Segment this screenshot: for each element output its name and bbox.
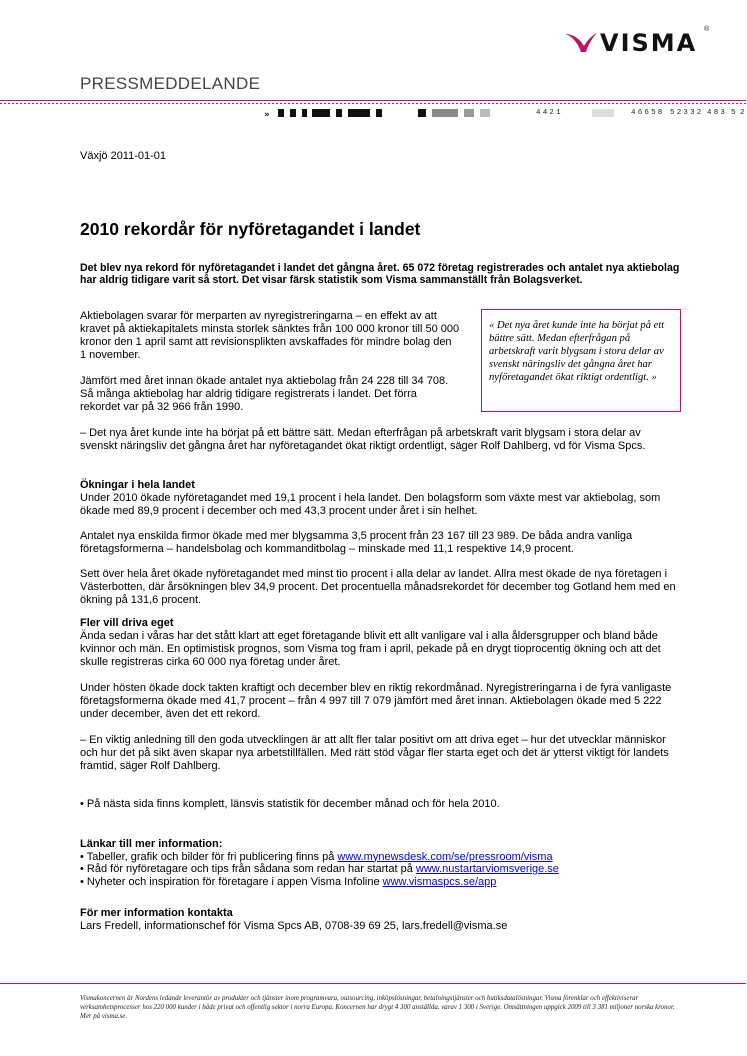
- pull-quote: « Det nya året kunde inte ha börjat på ett bättre sätt. Medan efterfrågan på arbetskraft varit blygsam i stora delar av svenskt näringsliv det gångna året har nyföretagandet ökat riktigt ordentligt. »: [489, 320, 665, 383]
- body-paragraph: – En viktig anledning till den goda utvecklingen är att allt fler talar positivt om att driva eget – hur det utvecklar människor och hur det på sikt även skapar nya arbetstillfällen. Med rätt stöd vågar fler starta eget och det är ytterst viktigt för landets framtid, säger Rolf Dahlberg.: [80, 734, 669, 772]
- registered-mark: ®: [704, 26, 710, 33]
- body-paragraph: Sett över hela året ökade nyföretagandet med minst tio procent i alla delar av landet. Allra mest ökade de nya företagen i Västerbotten, där årsökningen blev 34,9 procent. Det procentuella månadsrekordet för december tog Gotland hem med en ökning på 131,6 procent.: [80, 568, 676, 606]
- headline: 2010 rekordår för nyföretagandet i landet: [80, 219, 421, 239]
- link-item-text: • Råd för nyföretagare och tips från sådana som redan har startat på: [80, 863, 416, 875]
- code-group-5: 5: [731, 109, 738, 117]
- contact-heading: För mer information kontakta: [80, 907, 233, 919]
- vismaspcs-app-link[interactable]: www.vismaspcs.se/app: [382, 875, 497, 888]
- body-paragraph: Ända sedan i våras har det stått klart att eget företagande blivit ett allt vanligare val i alla åldersgrupper och bland både kvinnor och män. En optimistisk prognos, som Visma tog fram i april, pekade på en drygt tioprocentig ökning och att det skulle registreras cirka 60 000 nya företag under året.: [80, 630, 661, 668]
- code-group-2: 46658: [631, 109, 665, 117]
- link-item-text: • Nyheter och inspiration för företagare i appen Visma Infoline: [80, 875, 383, 888]
- code-group-3: 52332: [670, 109, 704, 117]
- body-paragraph: Antalet nya enskilda firmor ökade med mer blygsamma 3,5 procent från 23 167 till 23 989. De båda andra vanliga företagsformerna – handelsbolag och kommanditbolag – minskade med 11,1 respektive 14,9 procent.: [80, 530, 633, 555]
- code-group-1: 4421: [536, 109, 563, 117]
- visma-logo: [564, 28, 714, 58]
- svg-text:»: »: [264, 110, 270, 120]
- contact-line: Lars Fredell, informationschef för Visma Spcs AB, 0708-39 69 25, lars.fredell@visma.se: [80, 920, 508, 932]
- code-group-6: 2: [740, 109, 747, 117]
- section-heading: Ökningar i hela landet: [80, 479, 195, 491]
- footer-text: Vismakoncernen är Nordens ledande leverantör av produkter och tjänster inom programvara, outsourcing, inköpslösningar, betalningstjänster och butiksdatalösningar. Visma förenklar och effektiviserar verksamhetsprocesser hos 220 000 kunder i både privat och offentlig sektor i norra Europa. Koncernen har drygt 4 300 anställda, varav 1 300 i Sverige. Omsättningen uppgick 2009 till 3 381 miljoner norska kronor. Mer på visma.se.: [80, 995, 675, 1020]
- brand-name: VISMA: [600, 29, 698, 57]
- statistics-note: • På nästa sida finns komplett, länsvis statistik för december månad och för hela 2010.: [80, 798, 500, 810]
- header-dotted-rule: [0, 103, 746, 104]
- body-paragraph: Under 2010 ökade nyföretagandet med 19,1 procent i hela landet. Den bolagsform som växte mest var aktiebolag, som ökade med 89,9 procent i december och med 43,3 procent under året i sin helhet.: [80, 492, 661, 517]
- mynewsdesk-link[interactable]: www.mynewsdesk.com/se/pressroom/visma: [337, 850, 553, 863]
- links-section: [80, 838, 700, 888]
- footer-rule: [0, 983, 746, 984]
- contact-section: [80, 907, 700, 933]
- pull-quote-box: [481, 309, 681, 412]
- body-paragraph: Under hösten ökade dock takten kraftigt och december blev en riktig rekordmånad. Nyregistreringarna i de fyra vanligaste företagsformerna ökade med 41,7 procent – från 4 997 till 7 079 jämfört med året innan. Aktiebolagen ökade med 5 222 under december, även det ett rekord.: [80, 682, 672, 720]
- header-rule: [0, 100, 746, 101]
- link-item: [80, 876, 700, 889]
- link-item: [80, 863, 700, 876]
- link-item: [80, 851, 700, 864]
- lead-paragraph: Det blev nya rekord för nyföretagandet i landet det gångna året. 65 072 företag registrerades och antalet nya aktiebolag har aldrig tidigare varit så stort. Det visar färsk statistik som Visma sammanställt från Bolagsverket.: [80, 262, 680, 286]
- body-paragraph: Jämfört med året innan ökade antalet nya aktiebolag från 24 228 till 34 708. Så många aktiebolag har aldrig tidigare registrerats i landet. Det förra rekordet var på 32 966 från 1990.: [80, 375, 449, 413]
- nustartar-link[interactable]: www.nustartarviomsverige.se: [415, 863, 559, 875]
- link-item-text: • Tabeller, grafik och bilder för fri publicering finns på: [80, 850, 338, 863]
- document-type: PRESSMEDDELANDE: [80, 74, 261, 93]
- dateline: Växjö 2011-01-01: [80, 150, 167, 162]
- code-group-4: 483: [707, 109, 728, 117]
- visma-swoosh-icon: [564, 31, 598, 55]
- body-paragraph: Aktiebolagen svarar för merparten av nyregistreringarna – en effekt av att kravet på aktiekapitalets minsta storlek sänktes från 100 000 kronor till 50 000 kronor den 1 april samt att revisionsplikten avskaffades för mindre bolag den 1 november.: [80, 310, 460, 361]
- links-heading: Länkar till mer information:: [80, 838, 223, 850]
- quote-paragraph: – Det nya året kunde inte ha börjat på ett bättre sätt. Medan efterfrågan på arbetskraft varit blygsam i stora delar av svenskt näringsliv det gångna året har nyföretagandet ökat riktigt ordentligt, säger Rolf Dahlberg, vd för Visma Spcs.: [80, 427, 646, 452]
- section-heading: Fler vill driva eget: [80, 617, 174, 629]
